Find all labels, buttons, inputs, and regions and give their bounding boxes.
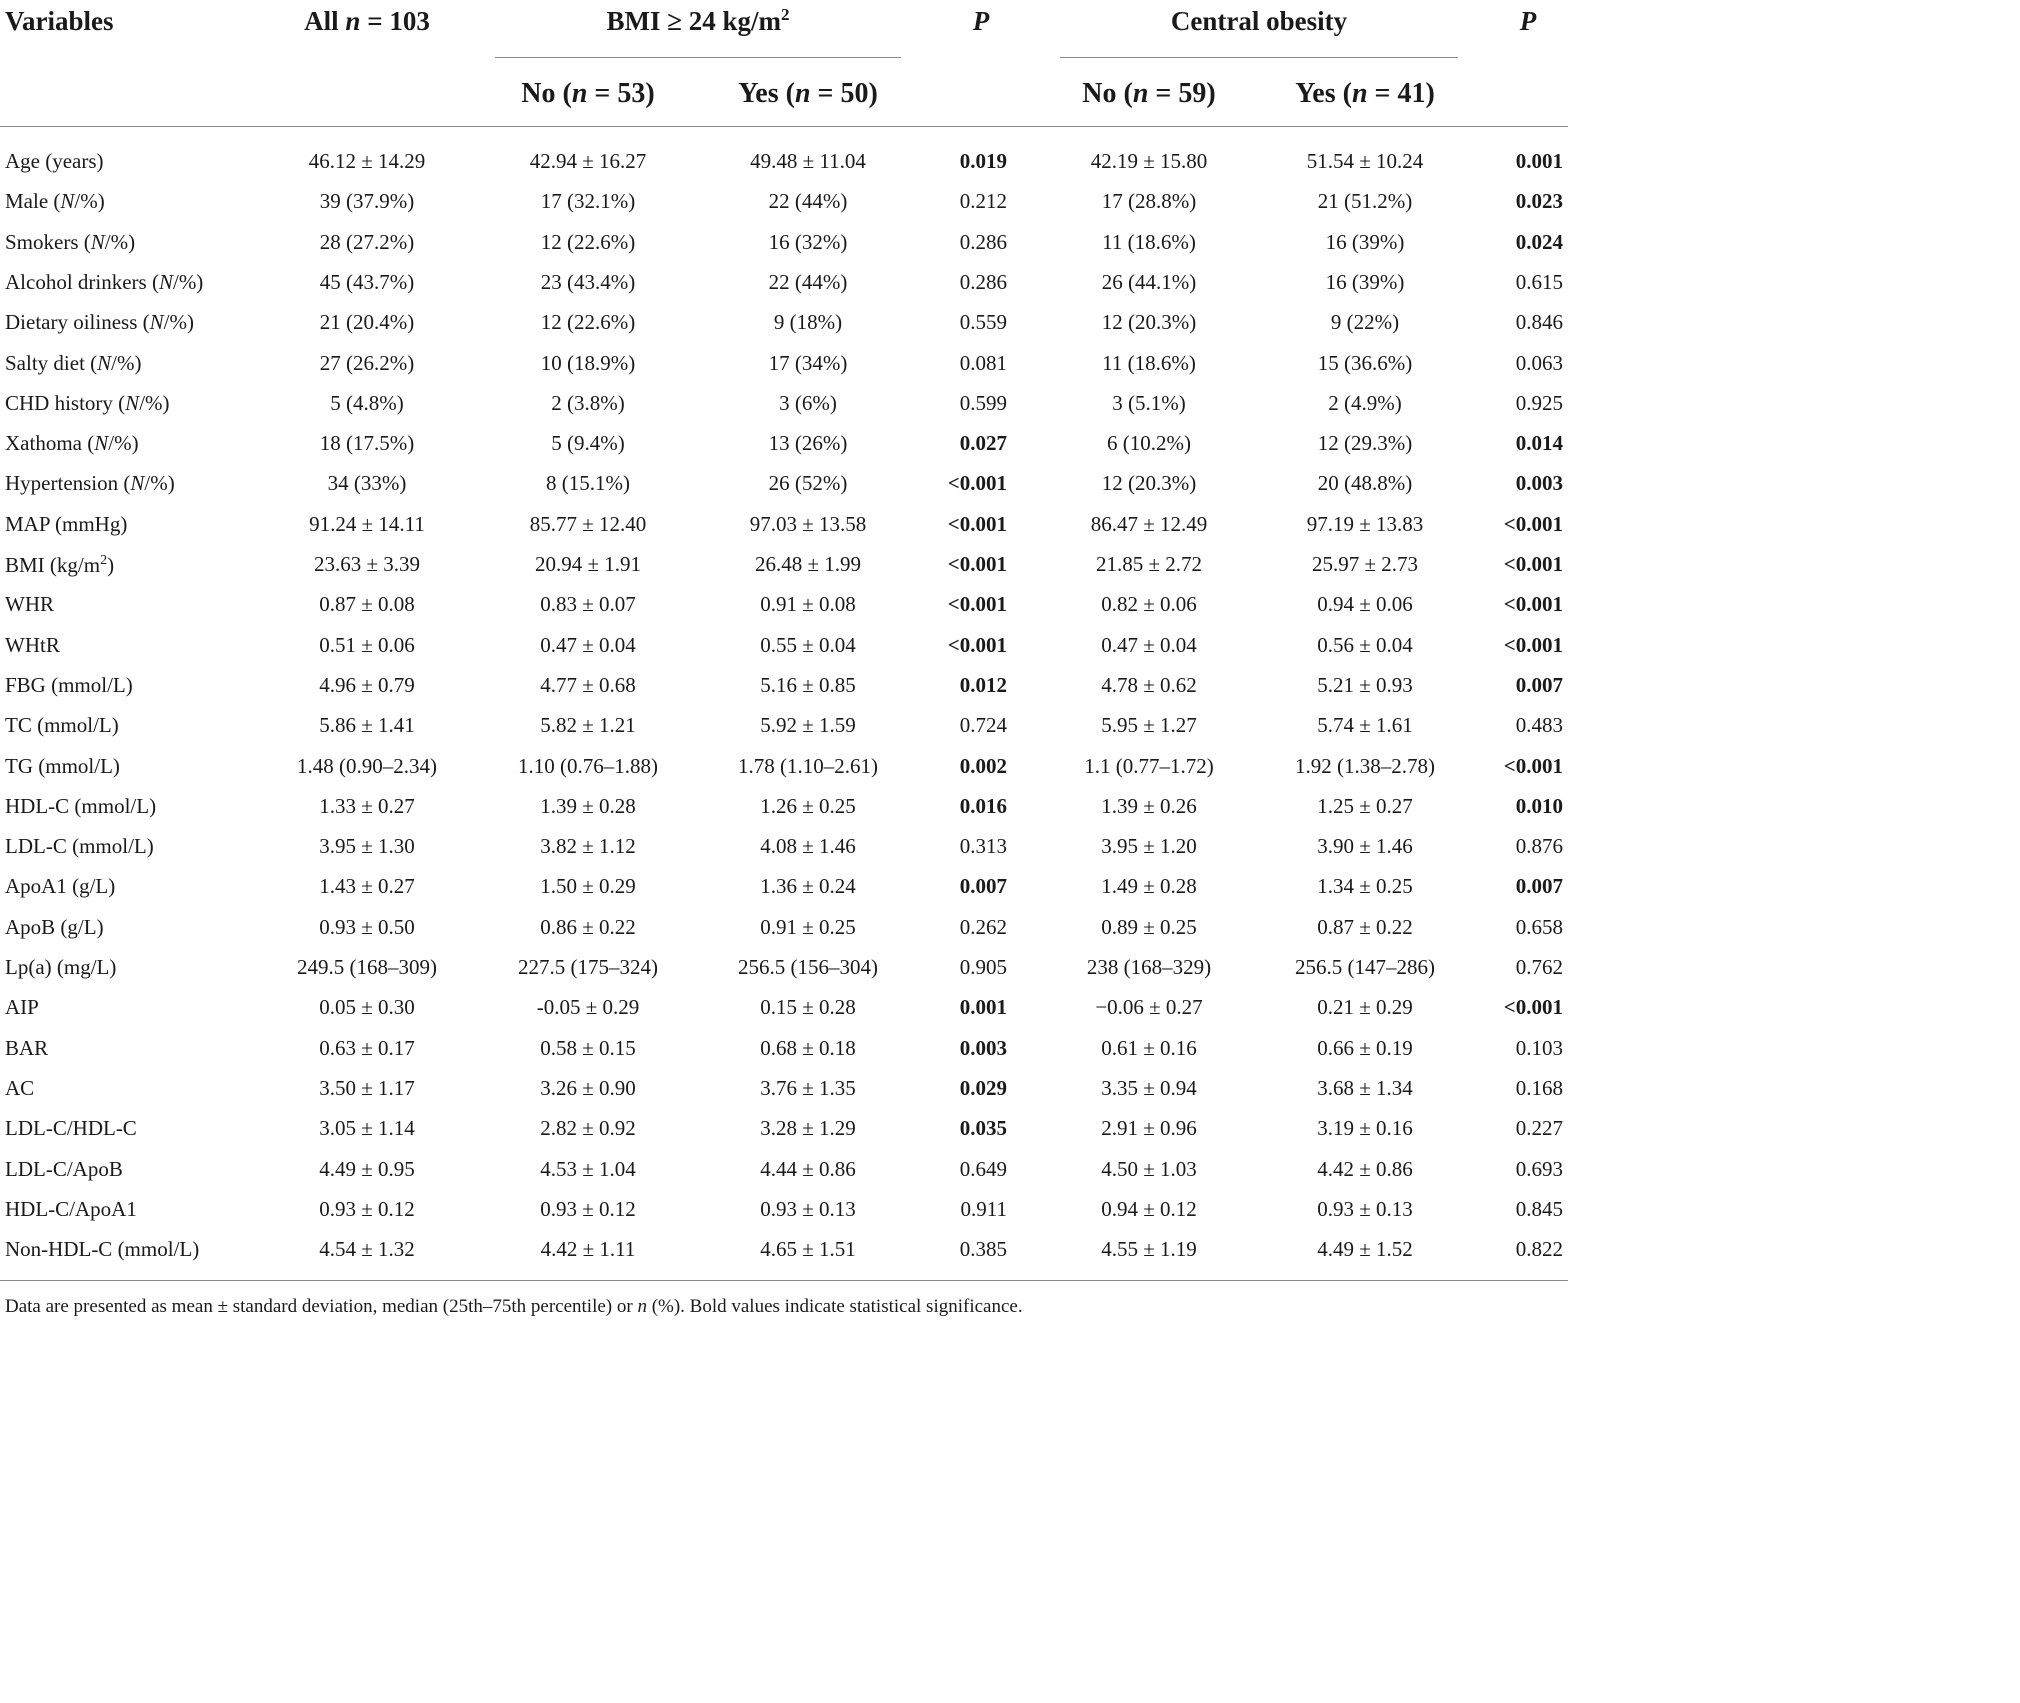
cell-central-no: 0.61 ± 0.16 — [1101, 1035, 1197, 1060]
cell-bmi-yes: 16 (32%) — [768, 229, 848, 254]
cell-all: 5 (4.8%) — [330, 390, 404, 415]
cell-all: 1.43 ± 0.27 — [319, 874, 415, 899]
table-row — [0, 1156, 1568, 1199]
cell-central-yes: 97.19 ± 13.83 — [1306, 511, 1424, 536]
cell-central-yes: 3.68 ± 1.34 — [1317, 1075, 1413, 1100]
cell-p-bmi: 0.019 — [959, 149, 1007, 173]
cell-all: 4.96 ± 0.79 — [319, 672, 415, 697]
cell-p-central: 0.003 — [1515, 471, 1563, 496]
header-bmi-group: BMI ≥ 24 $kg/m^2$ — [606, 5, 790, 36]
cell-all: 1.33 ± 0.27 — [319, 793, 415, 818]
cell-p-bmi: 0.001 — [959, 995, 1007, 1020]
cell-p-central: 0.845 — [1515, 1196, 1563, 1221]
cell-bmi-yes: 0.55 ± 0.04 — [760, 632, 856, 657]
cell-central-yes: 4.42 ± 0.86 — [1317, 1156, 1413, 1181]
cell-p-central: 0.762 — [1515, 955, 1563, 979]
cell-all: 0.93 ± 0.50 — [319, 914, 415, 939]
cell-variable: WHR — [5, 592, 54, 617]
cell-p-bmi: 0.313 — [959, 834, 1007, 859]
cell-central-no: 12 (20.3%) — [1101, 310, 1197, 335]
table-row — [0, 350, 1568, 393]
cell-central-yes: 0.56 ± 0.04 — [1317, 632, 1413, 657]
cell-central-yes: 0.21 ± 0.29 — [1317, 995, 1413, 1020]
cell-bmi-yes: 0.91 ± 0.08 — [760, 592, 856, 617]
cell-central-no: 11 (18.6%) — [1102, 229, 1196, 254]
cell-all: 249.5 (168–309) — [297, 955, 437, 979]
cell-central-no: 0.82 ± 0.06 — [1101, 592, 1197, 617]
cell-bmi-no: 23 (43.4%) — [540, 269, 636, 294]
cell-bmi-yes: 1.36 ± 0.24 — [760, 874, 856, 899]
cell-bmi-no: 5.82 ± 1.21 — [540, 713, 636, 738]
cell-p-bmi: 0.035 — [959, 1116, 1007, 1141]
cell-bmi-no: 5 (9.4%) — [551, 431, 625, 456]
cell-p-bmi: 0.012 — [959, 672, 1007, 697]
table-row — [0, 554, 1568, 594]
cell-p-bmi: 0.286 — [959, 229, 1007, 254]
cell-central-yes: 0.94 ± 0.06 — [1317, 592, 1413, 617]
cell-central-yes: 1.34 ± 0.25 — [1317, 874, 1413, 899]
table-row — [0, 229, 1568, 272]
table-row — [0, 269, 1568, 312]
cell-bmi-no: 2 (3.8%) — [551, 390, 625, 415]
cell-variable: BAR — [5, 1035, 49, 1060]
cell-p-central: 0.103 — [1515, 1035, 1563, 1060]
cell-p-bmi: 0.002 — [959, 753, 1007, 778]
table-row — [0, 1239, 1568, 1279]
cell-all: 45 (43.7%) — [319, 269, 415, 294]
cell-p-central: <0.001 — [1503, 552, 1563, 576]
cell-bmi-no: 4.42 ± 1.11 — [540, 1237, 636, 1262]
cell-p-bmi: 0.724 — [959, 713, 1007, 738]
cell-p-central: 0.846 — [1515, 310, 1563, 335]
cell-central-no: −0.06 ± 0.27 — [1095, 995, 1203, 1020]
table-row — [0, 793, 1568, 836]
cell-central-no: 26 (44.1%) — [1101, 269, 1197, 294]
cell-variable: LDL-C/HDL-C — [5, 1116, 137, 1141]
cell-bmi-yes: 0.15 ± 0.28 — [760, 995, 856, 1020]
cell-bmi-yes: 4.65 ± 1.51 — [760, 1237, 856, 1262]
cell-p-bmi: 0.029 — [959, 1075, 1007, 1100]
cell-bmi-yes: 256.5 (156–304) — [738, 955, 878, 979]
cell-p-bmi: <0.001 — [947, 511, 1007, 536]
cell-p-central: 0.615 — [1515, 269, 1563, 294]
cell-central-no: 3.35 ± 0.94 — [1101, 1075, 1197, 1100]
cell-central-yes: 16 (39%) — [1325, 269, 1405, 294]
cell-p-bmi: <0.001 — [947, 632, 1007, 657]
cell-central-no: 11 (18.6%) — [1102, 350, 1196, 375]
cell-p-central: 0.876 — [1515, 834, 1563, 859]
cell-variable: Smokers (N/%) — [5, 229, 136, 254]
cell-p-central: 0.483 — [1515, 713, 1563, 738]
cell-variable: LDL-C (mmol/L) — [5, 834, 154, 859]
cell-bmi-no: 4.53 ± 1.04 — [540, 1156, 636, 1181]
cell-central-no: 6 (10.2%) — [1107, 431, 1191, 456]
cell-bmi-no: 3.26 ± 0.90 — [540, 1075, 636, 1100]
cell-variable: TG (mmol/L) — [5, 753, 120, 778]
cell-bmi-no: 0.93 ± 0.12 — [540, 1196, 636, 1221]
cell-all: 23.63 ± 3.39 — [313, 552, 421, 576]
cell-central-yes: 0.66 ± 0.19 — [1317, 1035, 1413, 1060]
cell-central-no: 1.1 (0.77–1.72) — [1084, 753, 1214, 778]
table-row — [0, 836, 1568, 876]
cell-all: 1.48 (0.90–2.34) — [297, 753, 437, 778]
cell-bmi-no: 12 (22.6%) — [540, 229, 636, 254]
cell-central-yes: 1.92 (1.38–2.78) — [1295, 753, 1435, 778]
cell-bmi-yes: 0.91 ± 0.25 — [760, 914, 856, 939]
cell-all: 3.95 ± 1.30 — [319, 834, 415, 859]
cell-variable: HDL-C (mmol/L) — [5, 793, 157, 818]
cell-p-central: 0.693 — [1515, 1156, 1563, 1181]
cell-all: 39 (37.9%) — [319, 189, 415, 214]
header-central-no: No (n = 59) — [1082, 78, 1216, 109]
cell-bmi-no: 1.10 (0.76–1.88) — [518, 753, 658, 778]
cell-all: 0.63 ± 0.17 — [319, 1035, 415, 1060]
cell-p-central: <0.001 — [1503, 511, 1563, 536]
cell-p-bmi: 0.027 — [959, 431, 1007, 456]
cell-all: 21 (20.4%) — [319, 310, 415, 335]
cell-central-no: 17 (28.8%) — [1101, 189, 1197, 214]
cell-central-yes: 20 (48.8%) — [1317, 471, 1413, 496]
cell-p-central: 0.010 — [1515, 793, 1563, 818]
table-row — [0, 997, 1568, 1037]
table-row — [0, 672, 1568, 715]
cell-bmi-no: 42.94 ± 16.27 — [529, 149, 647, 173]
cell-bmi-yes: 5.16 ± 0.85 — [760, 672, 856, 697]
header-bmi-no: No (n = 53) — [521, 78, 655, 109]
cell-central-yes: 0.93 ± 0.13 — [1317, 1196, 1413, 1221]
cell-bmi-yes: 22 (44%) — [768, 189, 848, 214]
cell-p-central: <0.001 — [1503, 592, 1563, 617]
table-row — [0, 151, 1568, 191]
cell-bmi-no: 0.86 ± 0.22 — [540, 914, 636, 939]
table-row — [0, 753, 1568, 796]
cell-central-yes: 0.87 ± 0.22 — [1317, 914, 1413, 939]
cell-bmi-yes: 3.28 ± 1.29 — [760, 1116, 856, 1141]
cell-p-bmi: 0.262 — [959, 914, 1007, 939]
cell-variable: Alcohol drinkers (N/%) — [5, 269, 204, 294]
cell-bmi-yes: 0.68 ± 0.18 — [760, 1035, 856, 1060]
cell-p-bmi: <0.001 — [947, 471, 1007, 496]
cell-all: 3.50 ± 1.17 — [319, 1075, 415, 1100]
cell-bmi-yes: 3 (6%) — [779, 390, 837, 415]
cell-bmi-yes: 22 (44%) — [768, 269, 848, 294]
cell-bmi-yes: 9 (18%) — [773, 310, 843, 335]
cell-bmi-no: 0.47 ± 0.04 — [540, 632, 636, 657]
cell-p-bmi: 0.911 — [960, 1196, 1007, 1221]
cell-bmi-yes: 1.78 (1.10–2.61) — [738, 753, 878, 778]
cell-p-central: <0.001 — [1503, 753, 1563, 778]
table-row — [0, 914, 1568, 957]
cell-p-bmi: <0.001 — [947, 552, 1007, 576]
cell-p-central: 0.063 — [1515, 350, 1563, 375]
cell-all: 0.87 ± 0.08 — [319, 592, 415, 617]
cell-central-yes: 9 (22%) — [1330, 310, 1400, 335]
cell-p-bmi: 0.905 — [959, 955, 1007, 979]
cell-central-no: 5.95 ± 1.27 — [1101, 713, 1197, 738]
cell-p-bmi: <0.001 — [947, 592, 1007, 617]
cell-central-no: 12 (20.3%) — [1101, 471, 1197, 496]
table-row — [0, 390, 1568, 433]
cell-p-central: 0.227 — [1515, 1116, 1563, 1141]
cell-bmi-no: 2.82 ± 0.92 — [540, 1116, 636, 1141]
cell-bmi-no: 8 (15.1%) — [546, 471, 630, 496]
cell-bmi-yes: 26 (52%) — [768, 471, 848, 496]
cell-central-no: 0.47 ± 0.04 — [1101, 632, 1197, 657]
header-central-obesity-group: Central obesity — [1170, 6, 1348, 36]
cell-bmi-no: -0.05 ± 0.29 — [536, 995, 640, 1020]
cell-bmi-yes: 26.48 ± 1.99 — [754, 552, 862, 576]
cell-central-no: 238 (168–329) — [1086, 955, 1212, 979]
cell-variable: MAP (mmHg) — [5, 511, 128, 536]
cell-bmi-no: 17 (32.1%) — [540, 189, 636, 214]
cell-all: 3.05 ± 1.14 — [319, 1116, 415, 1141]
cell-p-bmi: 0.007 — [959, 874, 1007, 899]
cell-bmi-no: 20.94 ± 1.91 — [534, 552, 642, 576]
cell-central-yes: 5.21 ± 0.93 — [1317, 672, 1413, 697]
cell-bmi-yes: 3.76 ± 1.35 — [760, 1075, 856, 1100]
cell-variable: Xathoma (N/%) — [5, 431, 139, 456]
cell-central-yes: 25.97 ± 2.73 — [1311, 552, 1419, 576]
header-all: All n = 103 — [304, 6, 430, 36]
cell-p-central: 0.014 — [1515, 431, 1563, 456]
cell-bmi-no: 227.5 (175–324) — [518, 955, 658, 979]
table-row — [0, 632, 1568, 675]
cell-central-no: 0.89 ± 0.25 — [1101, 914, 1197, 939]
cell-central-yes: 4.49 ± 1.52 — [1317, 1237, 1413, 1262]
table-row — [0, 876, 1568, 916]
cell-bmi-yes: 5.92 ± 1.59 — [760, 713, 856, 738]
cell-central-no: 1.49 ± 0.28 — [1101, 874, 1197, 899]
cell-p-bmi: 0.286 — [959, 269, 1007, 294]
cell-variable: Non-HDL-C (mmol/L) — [5, 1237, 200, 1262]
cell-central-yes: 21 (51.2%) — [1317, 189, 1413, 214]
cell-p-central: <0.001 — [1503, 632, 1563, 657]
cell-all: 34 (33%) — [327, 471, 407, 496]
table-row — [0, 957, 1568, 997]
cell-central-yes: 256.5 (147–286) — [1295, 955, 1435, 979]
cell-p-central: 0.822 — [1515, 1237, 1563, 1262]
header-variables: Variables — [5, 6, 114, 36]
cell-bmi-yes: 17 (34%) — [768, 350, 848, 375]
cell-bmi-no: 1.50 ± 0.29 — [540, 874, 636, 899]
cell-all: 0.51 ± 0.06 — [319, 632, 415, 657]
cell-central-no: 86.47 ± 12.49 — [1090, 511, 1208, 536]
table-row — [0, 594, 1568, 634]
cell-p-central: 0.001 — [1515, 149, 1563, 173]
cell-p-central: 0.658 — [1515, 914, 1563, 939]
cell-central-yes: 3.19 ± 0.16 — [1317, 1116, 1413, 1141]
cell-bmi-no: 0.83 ± 0.07 — [540, 592, 636, 617]
table-row — [0, 473, 1568, 513]
cell-variable: ApoB (g/L) — [5, 914, 104, 939]
cell-all: 27 (26.2%) — [319, 350, 415, 375]
table-bottom-rule — [0, 1280, 1568, 1281]
cell-variable: Hypertension (N/%) — [5, 471, 175, 496]
table-row — [0, 433, 1568, 473]
cell-p-central: 0.007 — [1515, 874, 1563, 899]
cell-central-no: 0.94 ± 0.12 — [1101, 1196, 1197, 1221]
cell-central-yes: 12 (29.3%) — [1317, 431, 1413, 456]
cell-all: 28 (27.2%) — [319, 229, 415, 254]
header-central-yes: Yes (n = 41) — [1295, 78, 1435, 109]
cell-variable: LDL-C/ApoB — [5, 1156, 123, 1181]
cell-bmi-yes: 13 (26%) — [768, 431, 848, 456]
cell-variable: AC — [5, 1075, 35, 1100]
cell-all: 46.12 ± 14.29 — [308, 149, 426, 173]
cell-variable: HDL-C/ApoA1 — [5, 1196, 137, 1221]
cell-bmi-no: 4.77 ± 0.68 — [540, 672, 636, 697]
table-row — [0, 1035, 1568, 1078]
cell-p-bmi: 0.212 — [959, 189, 1007, 214]
table-row — [0, 191, 1568, 231]
cell-central-no: 2.91 ± 0.96 — [1101, 1116, 1197, 1141]
cell-bmi-no: 85.77 ± 12.40 — [529, 511, 647, 536]
cell-central-yes: 51.54 ± 10.24 — [1306, 149, 1424, 173]
cell-p-central: 0.925 — [1515, 390, 1563, 415]
cell-central-yes: 16 (39%) — [1325, 229, 1405, 254]
footnote: Data are presented as mean ± standard deviation, median (25th–75th percentile) or n (%). Bold values indicate statistical significance. — [5, 1296, 1023, 1317]
cell-bmi-no: 10 (18.9%) — [540, 350, 636, 375]
cell-p-central: 0.024 — [1515, 229, 1563, 254]
cell-variable: ApoA1 (g/L) — [5, 874, 116, 899]
cell-all: 0.93 ± 0.12 — [319, 1196, 415, 1221]
cell-p-bmi: 0.016 — [959, 793, 1007, 818]
header-p-bmi: P — [972, 6, 990, 36]
cell-all: 4.54 ± 1.32 — [319, 1237, 415, 1262]
cell-p-central: 0.007 — [1515, 672, 1563, 697]
cell-bmi-yes: 4.08 ± 1.46 — [760, 834, 856, 859]
table-row — [0, 715, 1568, 755]
cell-bmi-yes: 49.48 ± 11.04 — [750, 149, 866, 173]
cell-variable: Salty diet (N/%) — [5, 350, 142, 375]
cell-variable: Age (years) — [5, 149, 104, 173]
cell-bmi-yes: 97.03 ± 13.58 — [749, 511, 867, 536]
cell-bmi-no: 1.39 ± 0.28 — [540, 793, 636, 818]
header-bmi-yes: Yes (n = 50) — [738, 78, 878, 109]
cell-bmi-no: 0.58 ± 0.15 — [540, 1035, 636, 1060]
cell-all: 18 (17.5%) — [319, 431, 415, 456]
cell-central-yes: 1.25 ± 0.27 — [1317, 793, 1413, 818]
cell-central-no: 4.78 ± 0.62 — [1101, 672, 1197, 697]
cell-variable: FBG (mmol/L) — [5, 672, 133, 697]
cell-variable: CHD history (N/%) — [5, 390, 170, 415]
cell-p-bmi: 0.003 — [959, 1035, 1007, 1060]
cell-central-yes: 3.90 ± 1.46 — [1317, 834, 1413, 859]
table-row — [0, 312, 1568, 352]
cell-p-central: 0.023 — [1515, 189, 1563, 214]
cell-p-central: <0.001 — [1503, 995, 1563, 1020]
cell-central-no: 3 (5.1%) — [1112, 390, 1186, 415]
cell-p-central: 0.168 — [1515, 1075, 1563, 1100]
cell-p-bmi: 0.649 — [959, 1156, 1007, 1181]
table-row — [0, 1075, 1568, 1118]
cell-all: 4.49 ± 0.95 — [319, 1156, 415, 1181]
cell-p-bmi: 0.559 — [959, 310, 1007, 335]
cell-all: 5.86 ± 1.41 — [319, 713, 415, 738]
cell-variable: Male (N/%) — [5, 189, 105, 214]
cell-all: 0.05 ± 0.30 — [319, 995, 415, 1020]
cell-central-no: 21.85 ± 2.72 — [1095, 552, 1203, 576]
cell-central-no: 3.95 ± 1.20 — [1101, 834, 1197, 859]
cell-variable: Dietary oiliness (N/%) — [5, 310, 194, 335]
cell-central-no: 42.19 ± 15.80 — [1090, 149, 1208, 173]
cell-variable: TC (mmol/L) — [5, 713, 119, 738]
cell-central-yes: 15 (36.6%) — [1317, 350, 1413, 375]
header-p-central: P — [1519, 6, 1537, 36]
cell-p-bmi: 0.599 — [959, 390, 1007, 415]
cell-bmi-no: 12 (22.6%) — [540, 310, 636, 335]
cell-variable: WHtR — [5, 632, 60, 657]
cell-bmi-yes: 1.26 ± 0.25 — [760, 793, 856, 818]
table-row — [0, 1196, 1568, 1239]
table-row — [0, 511, 1568, 554]
cell-p-bmi: 0.081 — [959, 350, 1007, 375]
cell-bmi-yes: 0.93 ± 0.13 — [760, 1196, 856, 1221]
cell-central-no: 4.50 ± 1.03 — [1101, 1156, 1197, 1181]
cell-central-no: 4.55 ± 1.19 — [1101, 1237, 1197, 1262]
cell-bmi-no: 3.82 ± 1.12 — [540, 834, 636, 859]
cell-p-bmi: 0.385 — [959, 1237, 1007, 1262]
cell-all: 91.24 ± 14.11 — [309, 511, 425, 536]
cell-bmi-yes: 4.44 ± 0.86 — [760, 1156, 856, 1181]
cell-central-no: 1.39 ± 0.26 — [1101, 793, 1197, 818]
cell-central-yes: 2 (4.9%) — [1328, 390, 1402, 415]
cell-variable: BMI $(kg/m^2)$ — [5, 553, 115, 577]
cell-variable: Lp(a) (mg/L) — [5, 955, 117, 979]
cell-variable: AIP — [5, 995, 39, 1020]
cell-central-yes: 5.74 ± 1.61 — [1317, 713, 1413, 738]
table-row — [0, 1118, 1568, 1158]
